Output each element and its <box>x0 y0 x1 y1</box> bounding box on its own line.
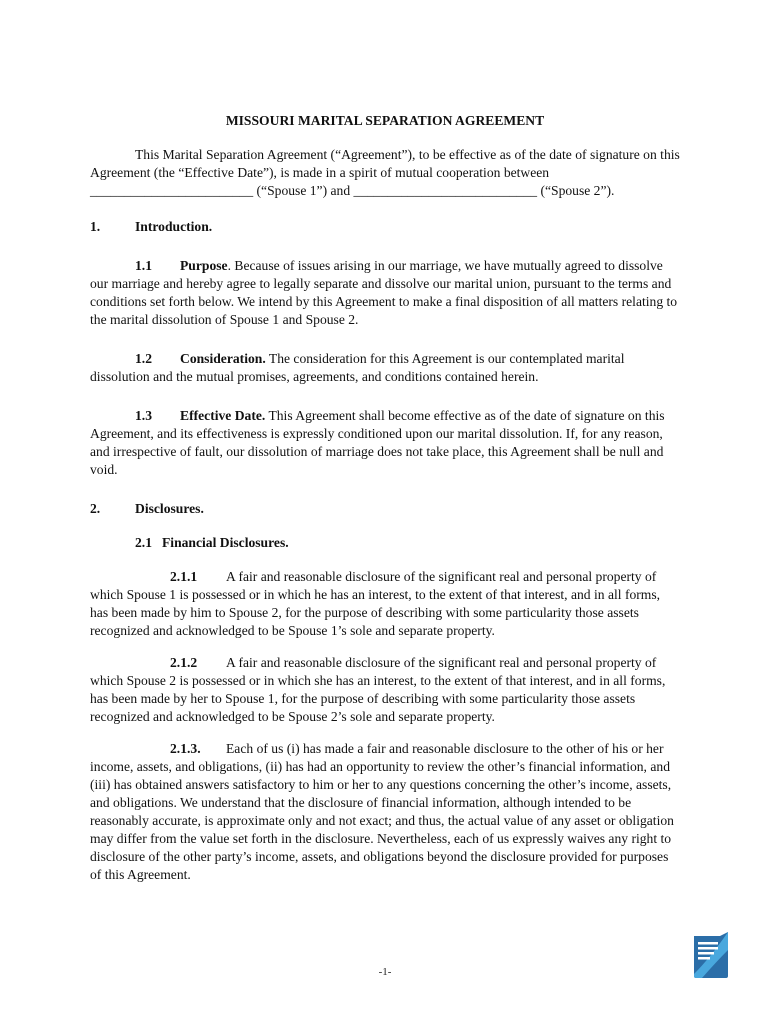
clause-text: Each of us (i) has made a fair and reasonable disclosure to the other of his or her income, assets, and obligations, (ii) has had an opportunity to review the other’s financial information, and (iii) has obtained answers satisfactory to him or her to any questions concerning the other’s income, assets, and obligations. We understand that the disclosure of financial information, although intended to be reasonably accurate, is approximate only and not exact; and thus, the actual value of any asset or obligation may differ from the value set forth in the disclosure. Nevertheless, each of us expressly waives any right to disclosure of the other party’s income, assets, and obligations beyond the disclosure provided for purposes of this Agreement. <box>90 741 674 882</box>
subsection-1-3 <box>90 407 680 479</box>
clause-number: 2.1.3. <box>170 741 201 756</box>
page-number: -1- <box>378 966 392 978</box>
subsection-title-punct: . <box>227 258 231 273</box>
document-page <box>90 112 680 898</box>
document-logo-icon <box>692 930 730 980</box>
subsection-number: 1.2 <box>135 351 152 366</box>
section-1-heading <box>90 218 680 236</box>
subsection-text: The consideration for this Agreement is our contemplated marital dissolution and the mutual promises, agreements, and conditions contained herein. <box>90 351 625 384</box>
section-1-number: 1. <box>90 219 101 234</box>
section-1-title: Introduction. <box>135 219 213 234</box>
clause-number: 2.1.1 <box>170 569 198 584</box>
section-2-number: 2. <box>90 501 101 516</box>
subsection-2-1-heading <box>135 534 680 552</box>
clause-2-1-2 <box>90 654 680 726</box>
subsection-text: Because of issues arising in our marriage, we have mutually agreed to dissolve our marriage and hereby agree to legally separate and dissolve our marital union, pursuant to the terms and conditions set forth below. We intend by this Agreement to make a final disposition of all matters relating to the marital dissolution of Spouse 1 and Spouse 2. <box>90 258 678 327</box>
intro-paragraph: This Marital Separation Agreement (“Agreement”), to be effective as of the date of signature on this Agreement (the “Effective Date”), is made in a spirit of mutual cooperation between ________________________ (“Spouse 1”) and ___________________________ (“Spouse 2”). <box>90 147 680 198</box>
subsection-title: Consideration. <box>180 351 266 366</box>
clause-text: A fair and reasonable disclosure of the significant real and personal property of which Spouse 1 is possessed or in which he has an interest, to the extent of that interest, and in all forms, has been made by him to Spouse 2, for the purpose of describing with some particularity those assets recognized and acknowledged to be Spouse 1’s sole and separate property. <box>90 569 661 638</box>
clause-2-1-1 <box>90 568 680 640</box>
subsection-number: 1.3 <box>135 408 152 423</box>
section-2-heading <box>90 500 680 518</box>
subsection-title: Purpose <box>180 258 228 273</box>
subsection-title: Financial Disclosures. <box>162 535 289 550</box>
subsection-text: This Agreement shall become effective as of the date of signature on this Agreement, and its effectiveness is expressly conditioned upon our marital dissolution. If, for any reason, and irrespective of fault, our dissolution of marriage does not take place, this Agreement shall be null and void. <box>90 408 665 477</box>
document-title: MISSOURI MARITAL SEPARATION AGREEMENT <box>225 113 545 128</box>
clause-number: 2.1.2 <box>170 655 198 670</box>
section-2-title: Disclosures. <box>135 501 204 516</box>
subsection-number: 2.1 <box>135 535 152 550</box>
clause-text: A fair and reasonable disclosure of the significant real and personal property of which Spouse 2 is possessed or in which she has an interest, to the extent of that interest, and in all forms, has been made by her to Spouse 1, for the purpose of describing with some particularity those assets recognized and acknowledged to be Spouse 2’s sole and separate property. <box>90 655 666 724</box>
clause-2-1-3 <box>90 740 680 884</box>
subsection-title: Effective Date. <box>180 408 266 423</box>
subsection-1-2 <box>90 350 680 386</box>
subsection-1-1 <box>90 257 680 329</box>
subsection-number: 1.1 <box>135 258 152 273</box>
